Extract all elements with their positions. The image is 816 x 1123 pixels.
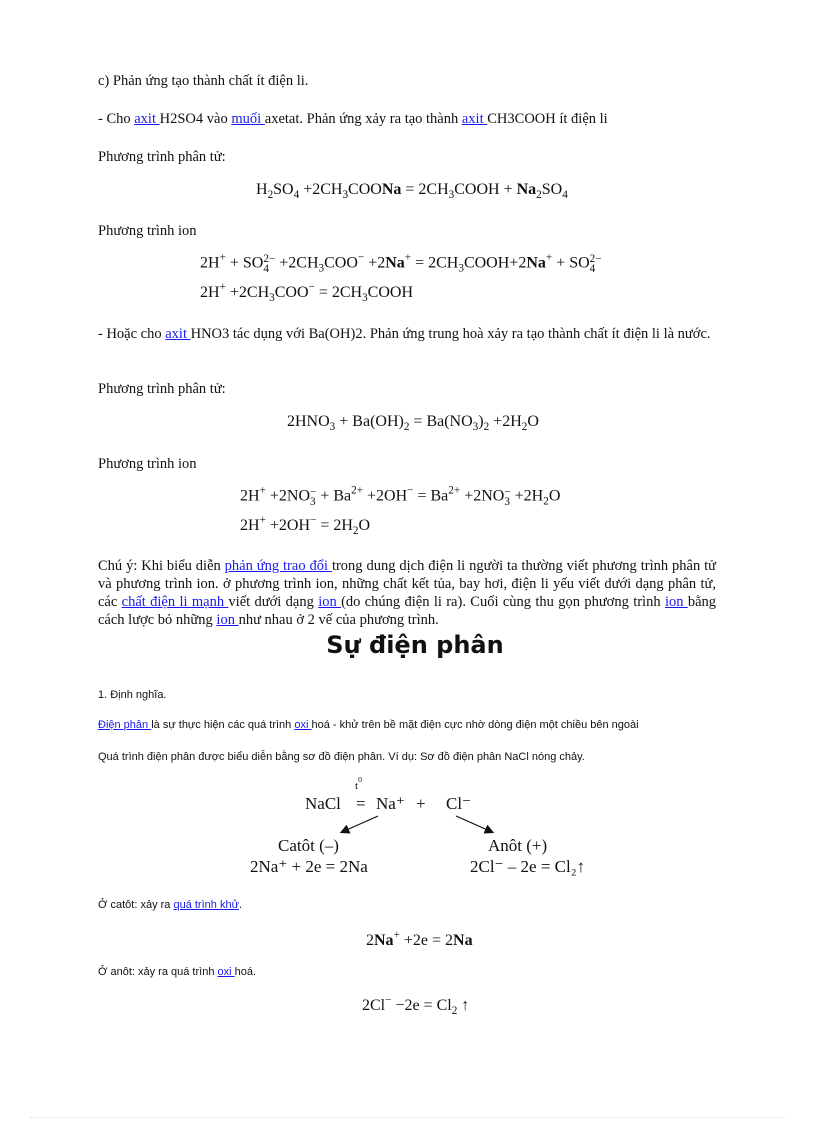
link-phan-ung-trao-doi[interactable]: phản ứng trao đổi bbox=[224, 558, 332, 574]
anode-text: Ở anôt: xảy ra quá trình oxi hoá. bbox=[98, 966, 257, 978]
equation-molecular-1: $H_2SO_4$ $+2CH_3COONa$ = $2CH_3COOH + Na_2SO_4$ bbox=[256, 181, 568, 201]
link-dien-phan[interactable]: Điện phân bbox=[98, 719, 152, 731]
link-chat-dien-li-manh[interactable]: chất điện li mạnh bbox=[121, 594, 229, 610]
equation-cathode: 2Na+ +2e = 2Na bbox=[366, 929, 473, 949]
link-ion-3[interactable]: ion bbox=[216, 612, 239, 628]
diagram-cathode-label: Catôt (–) bbox=[278, 836, 339, 855]
paragraph-h2so4: - Cho axit H2SO4 vào muối axetat. Phản ứng xảy ra tạo thành axit CH3COOH ít điện li bbox=[98, 111, 608, 127]
equation-ionic-full-2: 2H+ +2NO − 3 + $Ba^{2+} +2OH^- = Ba^{2+} +2NO$ − 3 $+2H_2O$ bbox=[240, 484, 561, 508]
molecular-equation-label-1: Phương trình phân tử: bbox=[98, 149, 226, 165]
equation-anode: $2Cl^- -2e = Cl_2$ ↑ bbox=[362, 994, 470, 1017]
equation-molecular-2: $2HNO_3 + Ba(OH)_2 = Ba(NO_3)_2 +2H_2O$ bbox=[287, 413, 539, 433]
diagram-cathode-equation: 2Na⁺ + 2e = 2Na bbox=[250, 857, 368, 876]
link-ion-2[interactable]: ion bbox=[664, 594, 688, 610]
link-qua-trinh-khu[interactable]: quá trình khử bbox=[173, 899, 239, 911]
diagram-temperature: $t^0$ bbox=[355, 775, 362, 792]
diagram-anode-label: Anôt (+) bbox=[488, 836, 548, 855]
paragraph-hno3: - Hoặc cho axit HNO3 tác dụng với Ba(OH)2. Phản ứng trung hoà xảy ra tạo thành chất ít điện li là nước. bbox=[98, 326, 711, 342]
diagram-plus: + bbox=[416, 794, 426, 813]
molecular-equation-label-2: Phương trình phân tử: bbox=[98, 381, 226, 397]
arrow-to-anode bbox=[456, 816, 492, 832]
diagram-cl-ion: Cl⁻ bbox=[446, 794, 472, 813]
cathode-text: Ở catôt: xảy ra quá trình khử. bbox=[98, 899, 242, 911]
ionic-equation-label-2: Phương trình ion bbox=[98, 456, 197, 472]
diagram-anode-equation: 2Cl⁻ – 2e = Cl₂↑ bbox=[470, 857, 586, 876]
ionic-equation-label-1: Phương trình ion bbox=[98, 223, 197, 239]
definition-text: Điện phân là sự thực hiện các quá trình oxi hoá - khử trên bề mặt điện cực nhờ dòng điện một chiều bên ngoài bbox=[98, 719, 639, 731]
equation-ionic-full-1: 2H+ + SO 2− 4 $+2CH_3COO^- +2Na^+$ = $2CH_3COOH+2Na^+$ + SO 2− 4 bbox=[200, 251, 602, 275]
link-oxi[interactable]: oxi bbox=[294, 719, 312, 731]
link-axit-3[interactable]: axit bbox=[165, 326, 191, 342]
arrow-to-cathode bbox=[342, 816, 378, 832]
note-paragraph: Chú ý: Khi biểu diễn phản ứng trao đổi trong dung dịch điện li người ta thường viết phương trình phân tử và phương trình ion. ở phương trình ion, những chất kết tủa, bay hơi, điện li yếu viết dưới dạng phân tử, các chất điện li mạnh viết dưới dạng ion (do chúng điện li ra). Cuối cùng thu gọn phương trình ion bằng cách lược bỏ những ion như nhau ở 2 vế của phương trình. bbox=[98, 558, 716, 628]
link-muoi[interactable]: muối bbox=[231, 111, 265, 127]
diagram-equals: = bbox=[356, 794, 366, 813]
diagram-nacl: NaCl bbox=[305, 794, 341, 813]
process-text: Quá trình điện phân được biểu diễn bằng sơ đồ điện phân. Ví dụ: Sơ đồ điện phân NaCl nóng chảy. bbox=[98, 751, 585, 763]
section-c-heading: c) Phản ứng tạo thành chất ít điện li. bbox=[98, 73, 309, 89]
link-ion-1[interactable]: ion bbox=[318, 594, 342, 610]
equation-ionic-net-1: $2H^+ +2CH_3COO^-$ = $2CH_3COOH$ bbox=[200, 281, 413, 304]
link-axit[interactable]: axit bbox=[134, 111, 160, 127]
definition-heading: 1. Định nghĩa. bbox=[98, 689, 167, 701]
diagram-na-ion: Na⁺ bbox=[376, 794, 405, 813]
section-title-electrolysis: Sự điện phân bbox=[326, 631, 504, 659]
link-axit-2[interactable]: axit bbox=[461, 111, 488, 127]
page-footer-divider bbox=[30, 1117, 786, 1118]
electrolysis-diagram bbox=[250, 775, 620, 878]
link-oxi-2[interactable]: oxi bbox=[217, 966, 235, 978]
equation-ionic-net-2: $2H^+ +2OH^- = 2H_2O$ bbox=[240, 514, 371, 537]
